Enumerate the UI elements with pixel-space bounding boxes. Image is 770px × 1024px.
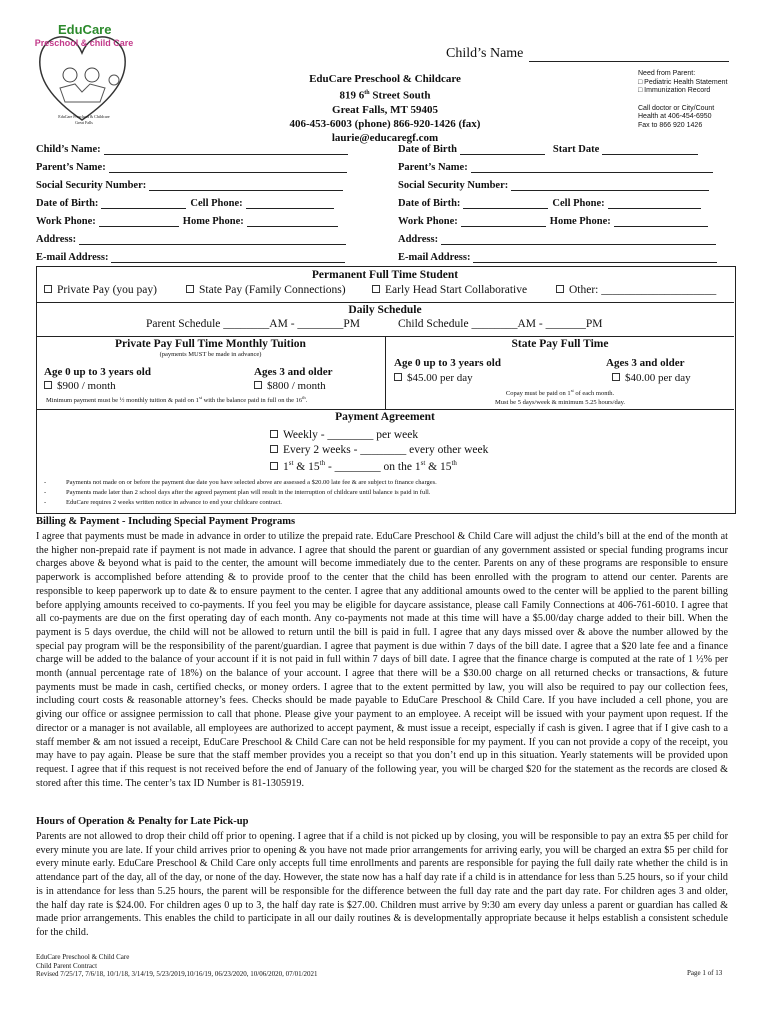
footer-info [36,953,318,979]
daily-schedule-title: Daily Schedule [348,304,422,316]
home-label: Home Phone: [182,216,244,227]
logo-bottom-text-2: Great Falls [75,120,93,125]
footer-line: EduCare Preschool & Child Care [36,953,130,961]
state-price1[interactable]: $45.00 per day [394,372,473,384]
child-dob-input[interactable] [460,143,545,155]
state-pay-checkbox[interactable]: State Pay (Family Connections) [186,284,346,296]
agreement-bullets [44,478,437,508]
dob2-field [398,197,701,209]
state-age1: Age 0 up to 3 years old [394,357,501,369]
ssn2-input[interactable] [511,179,709,191]
dob-label: Date of Birth: [36,198,99,209]
parent2-name-label: Parent’s Name: [398,162,468,173]
childs-name-header [446,46,729,62]
childs-name-line[interactable] [529,47,729,62]
school-phones: 406-453-6003 (phone) 866-920-1426 (fax) [289,117,481,130]
state-copay-note: Copay must be paid on 1st of each month. Must be 5 days/week & minimum 5.25 hours/day. [386,386,734,407]
cell-input[interactable] [246,197,334,209]
school-street: 819 6th Street South [339,89,431,102]
need-call-2: Health at 406-454-6950 [638,113,712,120]
home2-label: Home Phone: [549,216,611,227]
ssn-field [36,179,343,191]
parent-name-field [36,161,347,173]
need-from-parent [638,70,727,130]
need-item: □ Immunization Record [638,87,711,94]
private-pay-note: (payments MUST be made in advance) [159,351,262,358]
state-price2[interactable]: $40.00 per day [612,372,691,384]
private-price1[interactable]: $900 / month [44,380,116,392]
address2-input[interactable] [441,233,716,245]
dob-field [36,197,334,209]
dob2-label: Date of Birth: [398,198,461,209]
work-field [36,215,338,227]
agreement-bullet: - Payments made later than 2 school days after the agreed payment plan will result in the interruption of childcare until balance is paid in full. [44,489,431,496]
footer-line: Child Parent Contract [36,961,98,970]
agreement-semimonthly[interactable]: 1st & 15th - ________ on the 1st & 15th [270,459,457,473]
address-label: Address: [36,234,77,245]
state-pay-title: State Pay Full Time [511,338,609,350]
child-name-input[interactable] [104,143,348,155]
agreement-weekly[interactable]: Weekly - ________ per week [270,429,418,441]
page-number: Page 1 of 13 [687,969,723,977]
private-price2[interactable]: $800 / month [254,380,326,392]
start-date-label: Start Date [552,144,600,155]
state-minimum-note: Must be 5 days/week & minimum 5.25 hours/day. [494,399,626,407]
logo-top-text: EduCare [58,22,112,37]
parent-name-input[interactable] [109,161,347,173]
address2-field [398,233,716,245]
email2-field [398,251,717,263]
parent2-name-field [398,161,713,173]
parent-name-label: Parent’s Name: [36,162,106,173]
email2-input[interactable] [473,251,717,263]
early-head-start-checkbox[interactable]: Early Head Start Collaborative [372,284,527,296]
educare-logo [30,20,135,130]
address-field [36,233,346,245]
school-info [270,72,500,145]
need-fax: Fax to 866 920 1426 [638,121,703,129]
child-dob-field [398,143,698,155]
child-name-field [36,143,348,155]
work2-label: Work Phone: [398,216,458,227]
hours-text: Parents are not allowed to drop their child off prior to opening. I agree that if a child is not picked up by closing, you will be responsible to pay an extra $5 per child for every minute you are late. If your child arrives prior to opening & you have not made prior arrangements for arriving early, you will be charged an extra $5 per child for every minute early. EduCare Preschool & Child Care only accepts full time enrollments and parents are responsible for paying the full daily rate whether the child is in attendance part of the day, all of the day, or none of the day. However, the state now has a half day rate if a child is in attendance for less than 5.25 hours, so if your child is in attendance for less than 5.25 hours, the parent will be responsible for the difference between the full day rate and the part day rate. For children ages 3 and older, the half day rate is $24.00. For children ages 0 up to 3, the half day rate is $27.00. Children must arrive by 9:30 am every day unless a parent or guardian has called & made prior arrangements. This enables the child to participate in all our daily routines & is developmentally appropriate because it helps establish a consistent schedule for the child. [36,831,728,938]
home-input[interactable] [247,215,338,227]
private-pay-title: Private Pay Full Time Monthly Tuition [115,338,306,350]
agreement-bullet: - EduCare requires 2 weeks written notice in advance to end your childcare contract. [44,499,283,506]
school-name: EduCare Preschool & Childcare [309,73,461,85]
ssn2-field [398,179,709,191]
email2-label: E-mail Address: [398,252,471,263]
home2-input[interactable] [614,215,708,227]
child-dob-label: Date of Birth [398,144,457,155]
private-age1: Age 0 up to 3 years old [44,366,151,378]
email-label: E-mail Address: [36,252,109,263]
work2-input[interactable] [461,215,546,227]
logo-bottom-text: EduCare Preschool & Childcare [58,114,110,119]
hours-title: Hours of Operation & Penalty for Late Pick-up [36,816,249,827]
dob2-input[interactable] [463,197,548,209]
agreement-bullet: - Payments not made on or before the payment due date you have selected above are assessed a $20.00 late fee & are subject to finance charges. [44,479,437,486]
billing-title: Billing & Payment - Including Special Payment Programs [36,516,296,527]
parent-schedule[interactable]: Parent Schedule ________AM - ________PM [146,318,361,330]
need-item: □ Pediatric Health Statement [638,78,728,86]
agreement-biweekly[interactable]: Every 2 weeks - ________ every other week [270,444,488,456]
work-label: Work Phone: [36,216,96,227]
need-call: Call doctor or City/Count [638,104,715,112]
parent2-name-input[interactable] [471,161,713,173]
ssn2-label: Social Security Number: [398,180,509,191]
state-age2: Ages 3 and older [606,357,685,369]
private-pay-checkbox[interactable]: Private Pay (you pay) [44,284,157,296]
ssn-label: Social Security Number: [36,180,147,191]
cell-label: Cell Phone: [190,198,243,209]
childs-name-label: Child’s Name [446,46,524,61]
child-schedule[interactable]: Child Schedule ________AM - _______PM [398,318,603,330]
email-input[interactable] [111,251,345,263]
start-date-input[interactable] [602,143,698,155]
private-age2: Ages 3 and older [254,366,333,378]
cell2-label: Cell Phone: [552,198,605,209]
need-title: Need from Parent: [638,70,696,77]
address2-label: Address: [398,234,439,245]
other-checkbox[interactable]: Other: ____________________ [556,284,716,296]
work2-field [398,215,708,227]
child-name-label: Child’s Name: [36,144,101,155]
payment-agreement-title: Payment Agreement [335,411,435,423]
cell2-input[interactable] [608,197,701,209]
billing-text: I agree that payments must be made in advance in order to utilize the prepaid rate. EduCare Preschool & Child Care will adjust the child’s bill at the end of the month at the higher non-prepaid rate if payment is not made in advance. I agree that should the parent or guardian of any government assisted or special funding programs incur charges above & beyond what is paid to the center, the amount will become immediately due to the center. Parents on any of these programs are responsible to ensure paperwork is accomplished before attending & to provide proof to the center that the child has been enrolled with the program to attend our center. Parents are responsible to keep paperwork up to date & to ensure payment to the center. I agree that any additional amounts owed to the center will be applied to the parent billing before applying amounts received to co-payments. If you feel you may be eligible for daycare assistance, please call Family Connections at 406-761-6010. I agree that all co-payments are due on the first operating day of each month. Any co-payments not made at this time will have a $5.00/day charge added to their bill. When the payment is 5 days overdue, the child will not be allowed to return until the bill is paid in full. I agree that any days missed over & above the number allowed by the special pay program will be the responsibility of the parent/guardian. I agree that payment is due within 7 days of the bill date. I agree that a $20 late fee and a finance charge will be added to the balance of your account if it is not paid in full within 7 days of bill date. I agree that the finance charge is computed at the rate of 1 ½% per month (annual percentage rate of 18%) on the balance of your account. I agree that there will be a $30.00 charge on all returned checks or transactions, & future payments must be made in cash, certified checks, or money orders. I agree that to the extent permitted by law, you will also be required to pay our collection fees, including court costs & reasonable attorney’s fees. Checks should be made payable to EduCare Preschool & Child Care. If you have included a cell phone, you are giving our office or assignee permission to call that phone. Please give your payment to an employee. A receipt will be issued with your payment upon request. If the director or a manager is not available, all employees are authorized to accept payment, & must issue a receipt, especially if cash is given. I agree that if I give cash to a staff member & am not issued a receipt, EduCare Preschool & Child Care can not be held responsible for my payment. If you can not provide a copy of the receipt, you may have to pay again. Please be sure that the staff member provides you a receipt so that you don’t end up in this situation. Yearly statements will be provided upon request. I agree that if this request is not received before the end of January of the following year, you will be charged $20 for the statement as the records are closed & stored after this time. The center’s tax ID Number is 81-1305919. [36,531,728,789]
work-input[interactable] [99,215,179,227]
permanent-title: Permanent Full Time Student [311,269,459,281]
private-minimum-note: Minimum payment must be ½ monthly tuition & paid on 1st with the balance paid in full on the 16th. [46,395,308,405]
logo-arc-text: Preschool & child Care [34,38,134,48]
ssn-input[interactable] [149,179,343,191]
dob-input[interactable] [101,197,186,209]
school-email: laurie@educaregf.com [331,131,439,144]
address-input[interactable] [79,233,346,245]
email-field [36,251,345,263]
footer-revised: Revised 7/25/17, 7/6/18, 10/1/18, 3/14/19, 5/23/2019,10/16/19, 06/23/2020, 10/06/2020, 07/01/2021 [36,970,318,978]
school-city: Great Falls, MT 59405 [332,103,438,116]
